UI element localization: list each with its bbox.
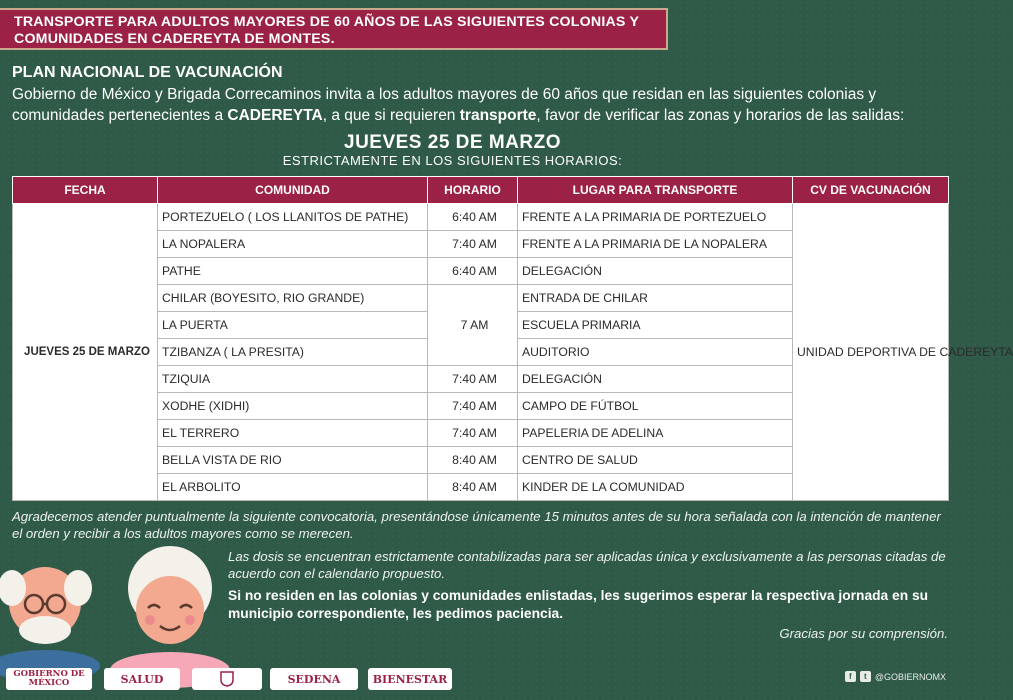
comunidad-cell: CHILAR (BOYESITO, RIO GRANDE) xyxy=(158,285,428,312)
horario-cell: 7:40 AM xyxy=(428,393,518,420)
table-row xyxy=(13,204,949,231)
fecha-cell: JUEVES 25 DE MARZO xyxy=(13,204,158,501)
horario-cell: 7:40 AM xyxy=(428,366,518,393)
intro-text-2: , a que si requieren xyxy=(322,107,460,124)
intro-paragraph xyxy=(12,84,952,126)
horario-cell: 7:40 AM xyxy=(428,231,518,258)
header-cv: CV DE VACUNACIÓN xyxy=(793,177,949,204)
header-lugar: LUGAR PARA TRANSPORTE xyxy=(518,177,793,204)
facebook-icon[interactable]: f xyxy=(845,671,856,682)
gobierno-mexico-logo: GOBIERNO DE MÉXICO xyxy=(6,668,92,690)
header-comunidad: COMUNIDAD xyxy=(158,177,428,204)
lugar-cell: DELEGACIÓN xyxy=(518,258,793,285)
comunidad-cell: EL TERRERO xyxy=(158,420,428,447)
social-links xyxy=(845,671,946,682)
noresiden-paragraph: Si no residen en las colonias y comunidades enlistadas, les sugerimos esperar la respectiva jornada en su municipio correspondiente, les pedimos paciencia. xyxy=(228,588,929,621)
bienestar-logo: BIENESTAR xyxy=(368,668,452,690)
lugar-cell: FRENTE A LA PRIMARIA DE PORTEZUELO xyxy=(518,204,793,231)
lugar-cell: DELEGACIÓN xyxy=(518,366,793,393)
thanks-paragraph: Agradecemos atender puntualmente la siguiente convocatoria, presentándose únicamente 15 minutos antes de su hora señalada con la intención de mantener el orden y recibir a los adultos mayores como se merecen. xyxy=(12,509,941,541)
horario-cell: 7 AM xyxy=(428,285,518,366)
lugar-cell: ESCUELA PRIMARIA xyxy=(518,312,793,339)
comunidad-cell: BELLA VISTA DE RIO xyxy=(158,447,428,474)
plan-title: PLAN NACIONAL DE VACUNACIÓN xyxy=(12,64,283,81)
elderly-couple-illustration xyxy=(0,548,240,668)
lugar-cell: ENTRADA DE CHILAR xyxy=(518,285,793,312)
hours-subtitle: ESTRICTAMENTE EN LOS SIGUIENTES HORARIOS: xyxy=(282,153,623,168)
header-horario: HORARIO xyxy=(428,177,518,204)
intro-bold-cadereyta: CADEREYTA xyxy=(227,107,323,124)
intro-text-3: , favor de verificar las zonas y horarios de las salidas: xyxy=(536,107,905,124)
comunidad-cell: PORTEZUELO ( LOS LLANITOS DE PATHE) xyxy=(158,204,428,231)
banner-line-1: TRANSPORTE PARA ADULTOS MAYORES DE 60 AÑOS DE LAS SIGUIENTES COLONIAS Y xyxy=(14,14,640,30)
horario-cell: 6:40 AM xyxy=(428,258,518,285)
lugar-cell: FRENTE A LA PRIMARIA DE LA NOPALERA xyxy=(518,231,793,258)
sedena-logo: SEDENA xyxy=(270,668,358,690)
horario-cell: 8:40 AM xyxy=(428,447,518,474)
twitter-icon[interactable]: t xyxy=(860,671,871,682)
social-handle[interactable]: @GOBIERNOMX xyxy=(874,671,946,682)
comunidad-cell: TZIQUIA xyxy=(158,366,428,393)
intro-bold-transporte: transporte xyxy=(459,107,537,124)
lugar-cell: CAMPO DE FÚTBOL xyxy=(518,393,793,420)
gracias-text: Gracias por su comprensión. xyxy=(779,626,948,641)
horario-cell: 6:40 AM xyxy=(428,204,518,231)
comunidad-cell: XODHE (XIDHI) xyxy=(158,393,428,420)
date-title: JUEVES 25 DE MARZO xyxy=(344,132,561,153)
state-seal-logo xyxy=(192,668,262,690)
banner-line-2: COMUNIDADES EN CADEREYTA DE MONTES. xyxy=(14,31,335,47)
horario-cell: 7:40 AM xyxy=(428,420,518,447)
lugar-cell: AUDITORIO xyxy=(518,339,793,366)
lugar-cell: CENTRO DE SALUD xyxy=(518,447,793,474)
header-fecha: FECHA xyxy=(13,177,158,204)
dosis-paragraph: Las dosis se encuentran estrictamente contabilizadas para ser aplicadas única y exclusivamente a las personas citadas de acuerdo con el calendario propuesto. xyxy=(228,549,946,581)
salud-logo: SALUD xyxy=(104,668,180,690)
comunidad-cell: EL ARBOLITO xyxy=(158,474,428,501)
comunidad-cell: PATHE xyxy=(158,258,428,285)
comunidad-cell: LA NOPALERA xyxy=(158,231,428,258)
horario-cell: 8:40 AM xyxy=(428,474,518,501)
lugar-cell: KINDER DE LA COMUNIDAD xyxy=(518,474,793,501)
header-banner xyxy=(0,8,668,50)
lugar-cell: PAPELERIA DE ADELINA xyxy=(518,420,793,447)
intro-text-1: Gobierno de México y Brigada Correcaminos invita a los adultos mayores de 60 años que residan en las siguientes colonias y comunidades pertenecientes a xyxy=(12,86,877,124)
table-header-row xyxy=(13,177,949,204)
comunidad-cell: TZIBANZA ( LA PRESITA) xyxy=(158,339,428,366)
shield-icon xyxy=(220,671,234,687)
schedule-table xyxy=(12,176,1013,501)
comunidad-cell: LA PUERTA xyxy=(158,312,428,339)
cv-cell: UNIDAD DEPORTIVA DE CADEREYTA xyxy=(793,204,949,501)
